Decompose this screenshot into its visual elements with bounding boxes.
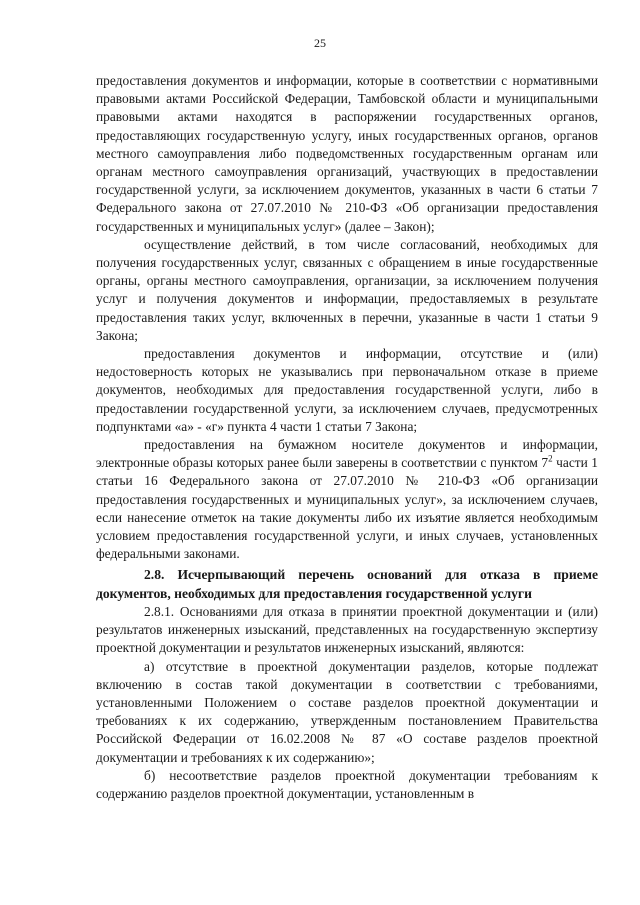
document-body: [96, 72, 598, 803]
paragraph-text: части 1 статьи 16 Федерального закона от 27.07.2010 № 210-ФЗ «Об организации предоставления государственных и муниципальных услуг», за исключением случаев, если нанесение отметок на такие документы либо их изъятие является необходимым условием предоставления государственной услуги, и иных случаев, установленных федеральными законами.: [96, 455, 599, 562]
paragraph-with-superscript: [96, 436, 598, 563]
page-number: 25: [314, 36, 326, 50]
paragraph: б) несоответствие разделов проектной документации требованиям к содержанию разделов проектной документации, установленным в: [96, 767, 598, 801]
paragraph: а) отсутствие в проектной документации разделов, которые подлежат включению в состав такой документации в соответствии с требованиями, установленными Положением о составе разделов проектной документации и требованиях к их содержанию, утвержденным постановлением Правительства Российской Федерации от 16.02.2008 № 87 «О составе разделов проектной документации и требованиях к их содержанию»;: [96, 658, 598, 765]
section-heading: 2.8. Исчерпывающий перечень оснований для отказа в приеме документов, необходимых для предоставления государственной услуги: [96, 567, 598, 601]
paragraph-continuation: предоставления документов и информации, которые в соответствии с нормативными правовыми актами Российской Федерации, Тамбовской области и муниципальными правовыми актами находятся в распоряжении государственных органов, предоставляющих государственную услугу, иных государственных органов, органов местного самоуправления либо подведомственных государственным органам или органам местного самоуправления организаций, участвующих в предоставлении государственной услуги, за исключением документов, указанных в части 6 статьи 7 Федерального закона от 27.07.2010 № 210-ФЗ «Об организации предоставления государственных и муниципальных услуг» (далее – Закон);: [96, 73, 598, 234]
paragraph-text: предоставления на бумажном носителе документов и информации, электронные образы которых ранее были заверены в соответствии с пунктом 7: [96, 437, 598, 471]
paragraph: 2.8.1. Основаниями для отказа в принятии проектной документации и (или) результатов инженерных изысканий, представленных на государственную экспертизу проектной документации и результатов инженерных изысканий, являются:: [96, 603, 598, 656]
superscript: 2: [548, 453, 553, 464]
paragraph: предоставления документов и информации, отсутствие и (или) недостоверность которых не указывались при первоначальном отказе в приеме документов, необходимых для предоставления государственной услуги, либо в предоставлении государственной услуги, за исключением случаев, предусмотренных подпунктами «а» - «г» пункта 4 части 1 статьи 7 Закона;: [96, 346, 598, 434]
paragraph: осуществление действий, в том числе согласований, необходимых для получения государственных услуг, связанных с обращением в иные государственные органы, органы местного самоуправления, организации, за исключением получения услуг и получения документов и информации, предоставляемых в результате предоставления таких услуг, включенных в перечни, указанные в части 1 статьи 9 Закона;: [96, 236, 598, 343]
